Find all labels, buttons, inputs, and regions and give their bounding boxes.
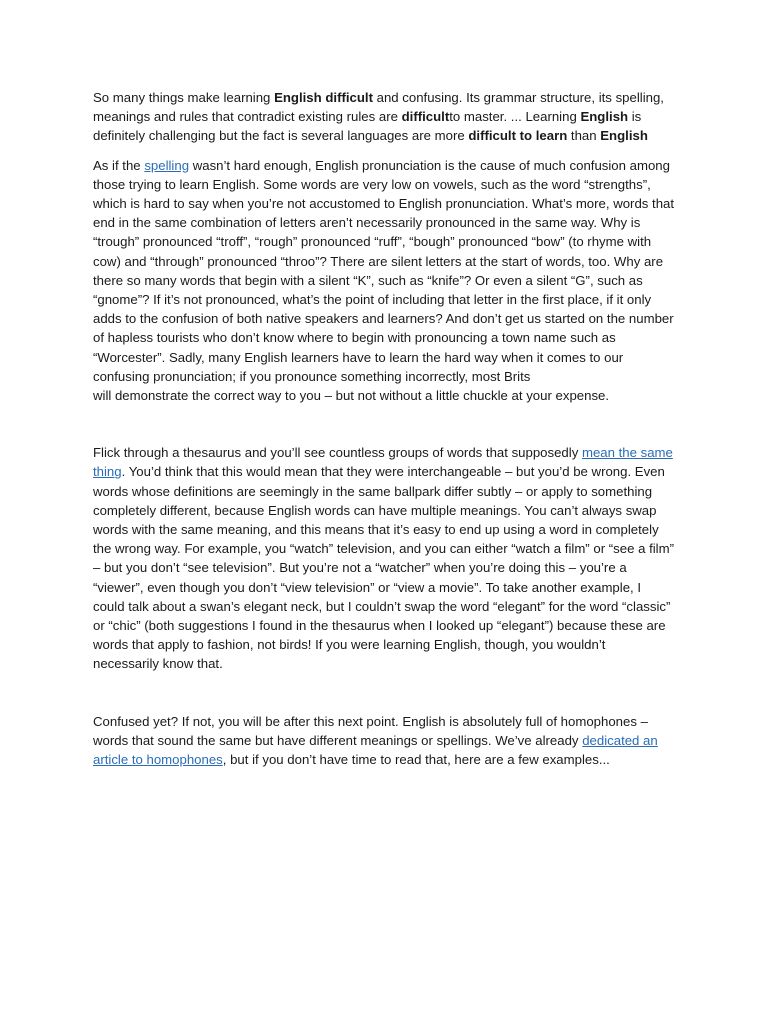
text-run: As if the [93, 157, 145, 173]
document-body [93, 88, 675, 769]
text-run: and confusing. Its grammar structure, its spelling, meanings and rules that contradict existing rules are [93, 90, 664, 125]
bold-text: English difficult [274, 90, 373, 105]
mean-the-same-thing-link[interactable]: mean the same thing [93, 445, 673, 480]
text-run: Confused yet? If not, you will be after this next point. English is absolutely full of homophones – words that sound the same but have different meanings or spellings. We’ve already [93, 713, 648, 748]
spelling-link[interactable]: spelling [144, 157, 190, 173]
text-run: . You’d think that this would mean that they were interchangeable – but you’d be wrong. Even words whose definitions are seemingly in the same ballpark differ subtly – or apply to something completely different, because English words can have multiple meanings. You can’t always swap words with the same meaning, and this means that it’s easy to end up using a word in completely the wrong way. For example, you “watch” television, and you can either “watch a film” or “see a film” – but you don’t “see television”. But you’re not a “watcher” when you’re doing this – you’re a “viewer”, even though you don’t “view television” or “view a movie”. To take another example, I could talk about a swan’s elegant neck, but I couldn’t swap the word “elegant” for the word “classic” or “chic” (both suggestions I found in the thesaurus when I looked up “elegant”) because these are words that apply to fashion, not birds! If you were learning English, though, you wouldn’t necessarily know that. [93, 464, 674, 672]
text-run: will demonstrate the correct way to you – but not without a little chuckle at your expense. [93, 388, 610, 404]
paragraph-thesaurus [93, 443, 675, 673]
bold-text: English [580, 109, 629, 125]
bold-text: difficult to learn [468, 128, 568, 144]
homophones-article-link[interactable]: dedicated an article to homophones [93, 732, 658, 768]
text-run: So many things make learning [93, 90, 275, 105]
bold-text: English [600, 128, 648, 144]
bold-text: difficult [401, 109, 450, 125]
text-run: is definitely challenging but the fact is several languages are more [93, 109, 642, 144]
text-run: wasn’t hard enough, English pronunciation is the cause of much confusion among those trying to learn English. Some words are very low on vowels, such as the word “strengths”, which is hard to say when you’re not accustomed to English pronunciation. What’s more, words that end in the same combination of letters aren’t necessarily pronounced in the same way. Why is “trough” pronounced “troff”, “rough” pronounced “ruff”, “bough” pronounced “bow” (to rhyme with cow) and “through” pronounced “throo”? There are silent letters at the start of words, too. Why are there so many words that begin with a silent “K”, such as “knife”? Or even a silent “G”, such as “gnome”? If it’s not pronounced, what’s the point of including that letter in the first place, if it only adds to the confusion of both native speakers and learners? And don’t get us started on the number of hapless tourists who don’t know where to begin with pronouncing a town name such as “Worcester”. Sadly, many English learners have to learn the hard way when it comes to our confusing pronunciation; if you pronounce something incorrectly, most Brits [93, 157, 675, 384]
text-run: Flick through a thesaurus and you’ll see countless groups of words that supposedly [93, 445, 582, 461]
paragraph-intro [93, 88, 675, 146]
text-run: than [567, 128, 601, 144]
text-run: , but if you don’t have time to read that, here are a few examples... [222, 752, 610, 768]
paragraph-homophones [93, 712, 675, 770]
paragraph-pronunciation [93, 156, 675, 406]
text-run: to master. ... Learning [449, 109, 581, 125]
